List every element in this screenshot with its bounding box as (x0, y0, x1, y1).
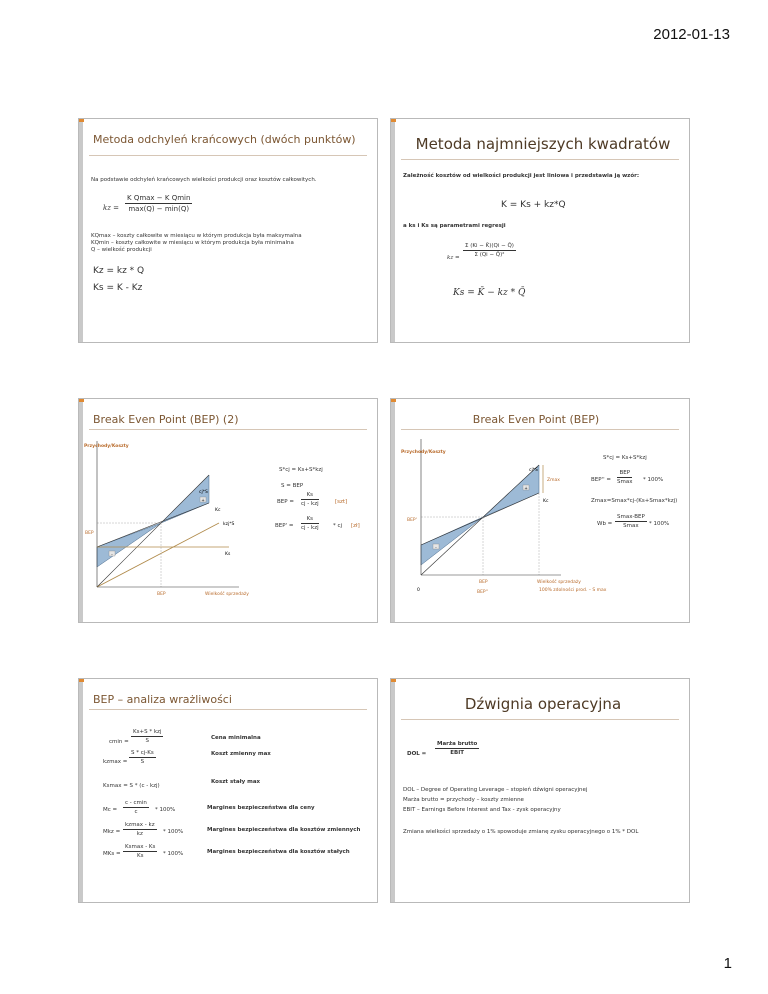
s-equals-bep: S = BEP (281, 483, 304, 489)
bep-denominator: cj - kzj (301, 501, 319, 507)
kzmax-lhs: kzmax = (103, 759, 128, 765)
cmin-formula (131, 729, 163, 744)
formula-denominator: max(Q) − min(Q) (128, 205, 190, 213)
mkz-mult: * 100% (163, 829, 184, 835)
slide-title: Dźwignia operacyjna (464, 695, 622, 713)
y-axis-label: Przychody/Koszty (84, 444, 129, 449)
dol-note: Zmiana wielkości sprzedaży o 1% spowoduje zmianę zysku operacyjnego o 1% * DOL (403, 829, 639, 835)
kzmax-denominator: S (140, 759, 145, 765)
kzmax-description: Koszt zmienny max (211, 751, 271, 757)
mks-lhs: MKs = (103, 851, 121, 857)
kz-denominator: Σ (Qi − Q̄)² (474, 252, 505, 258)
page-date: 2012-01-13 (653, 26, 730, 43)
dol-numerator: Marża brutto (437, 741, 478, 747)
wb-denominator: Smax (623, 523, 639, 529)
bep-pct-numerator: BEP (617, 470, 632, 478)
revenue-line (421, 465, 539, 575)
bep-lhs: BEP = (277, 499, 294, 505)
slide-accent-bar (391, 679, 395, 902)
bep-x-label: BEP (479, 580, 488, 585)
mkz-formula (123, 822, 157, 837)
total-cost-line (97, 503, 209, 547)
ks-equation: Ks = K̄ − kz * Q̄ (453, 288, 526, 298)
plus-sign: + (201, 497, 205, 503)
bep-unit: [szt] (335, 499, 348, 505)
page-number: 1 (723, 955, 732, 972)
bep-pct-denominator: Smax (617, 479, 633, 485)
revenue-line (97, 475, 209, 587)
slide-title: Break Even Point (BEP) (2) (93, 413, 239, 426)
bep-chart (391, 399, 690, 623)
bep-y-label: BEP' (407, 518, 417, 523)
mkz-denominator: kz (136, 831, 143, 837)
definition-q: Q – wielkość produkcji (91, 247, 152, 253)
mks-numerator: Ksmax - Ks (125, 844, 156, 850)
capacity-label: 100% zdolności prod. – S max (539, 588, 607, 593)
mc-formula (123, 800, 149, 815)
minus-sign: - (111, 551, 113, 557)
mkz-numerator: kzmax - kz (125, 822, 155, 828)
slide-title: Metoda odchyleń krańcowych (dwóch punktów) (93, 133, 356, 146)
title-separator (89, 155, 367, 156)
mc-description: Margines bezpieczeństwa dla ceny (207, 805, 315, 811)
bep-prime-formula (301, 516, 319, 531)
minus-sign: - (435, 544, 437, 550)
title-separator (401, 159, 679, 160)
slide-5 (78, 678, 378, 903)
regression-params: a ks i Ks są parametrami regresji (403, 223, 506, 229)
x-axis-label: Wielkość sprzedaży (537, 580, 581, 585)
kz-formula (463, 243, 516, 258)
slide-title: Break Even Point (BEP) (472, 413, 600, 426)
title-separator (401, 719, 679, 720)
total-cost-line (421, 493, 539, 545)
variable-cost-line (97, 523, 219, 587)
mkz-description: Margines bezpieczeństwa dla kosztów zmiennych (207, 827, 361, 833)
ksmax-description: Koszt stały max (211, 779, 261, 785)
mc-denominator: c (134, 809, 138, 815)
dol-definition: DOL – Degree of Operating Leverage – stopień dźwigni operacyjnej (403, 787, 588, 793)
bep-pct-lhs: BEP'' = (591, 477, 611, 483)
bep-prime-denominator: cj - kzj (301, 525, 319, 531)
slide-4 (390, 398, 690, 623)
wb-numerator: Smax-BEP (617, 514, 645, 520)
variable-cost-label: kzj*S (223, 522, 235, 527)
wb-formula (615, 514, 647, 529)
mc-lhs: Mc = (103, 807, 118, 813)
kz-lhs: kz = (447, 255, 460, 261)
intro-text: Na podstawie odchyleń krańcowych wielkości produkcji oraz kosztów całkowitych. (91, 177, 317, 183)
ebit-definition: EBIT – Earnings Before Interest and Tax - zysk operacyjny (403, 807, 561, 813)
slide-6 (390, 678, 690, 903)
dol-lhs: DOL = (407, 751, 427, 757)
cmin-numerator: Ks+S * kzj (133, 729, 162, 735)
mc-numerator: c - cmin (125, 800, 147, 806)
revenue-label: cj*S (529, 468, 538, 473)
slide-3 (78, 398, 378, 623)
fixed-cost-label: Ks (225, 552, 231, 557)
bep-prime-unit: [zł] (351, 523, 360, 529)
bep-x-label: BEP (157, 592, 166, 597)
plus-sign: + (524, 485, 528, 491)
x-axis-label: Wielkość sprzedaży (205, 592, 249, 597)
equation-kz: Kz = kz * Q (93, 266, 145, 276)
bep-pct-mult: * 100% (643, 477, 664, 483)
bep-chart (79, 399, 378, 623)
slide-accent-bar (79, 679, 83, 902)
slide-1 (78, 118, 378, 343)
bep-prime-numerator: Ks (301, 516, 319, 524)
mks-mult: * 100% (163, 851, 184, 857)
zmax-equation: Zmax=Smax*cj-(Ks+Smax*kzj) (591, 498, 678, 504)
slide-title: BEP – analiza wrażliwości (93, 693, 232, 706)
eq-top: S*cj = Ks+S*kzj (279, 467, 323, 473)
total-cost-label: Kc (543, 499, 549, 504)
cmin-denominator: S (145, 738, 149, 744)
y-axis-label: Przychody/Koszty (401, 450, 446, 455)
cmin-lhs: cmin = (109, 739, 129, 745)
intro-text: Zależność kosztów od wielkości produkcji jest liniowa i przedstawia ją wzór: (403, 173, 640, 179)
wb-lhs: Wb = (597, 521, 613, 527)
formula-numerator: K Qmax − K Qmin (127, 194, 191, 202)
slide-accent-bar (79, 119, 83, 342)
definition-kqmin: KQmin – koszty całkowite w miesiącu w którym produkcja była minimalna (91, 240, 294, 246)
total-cost-label: Kc (215, 508, 221, 513)
eq-top: S*cj = Ks+S*kzj (603, 455, 647, 461)
slide-accent-bar (391, 119, 395, 342)
equation-ks: Ks = K - Kz (93, 283, 143, 293)
bep-pct-formula (617, 470, 632, 485)
title-separator (89, 709, 367, 710)
origin-label: 0 (417, 588, 420, 593)
bep-prime-lhs: BEP' = (275, 523, 294, 529)
mkz-lhs: Mkz = (103, 829, 121, 835)
bep-y-label: BEP (85, 531, 94, 536)
slide-2 (390, 118, 690, 343)
loss-area (97, 523, 161, 567)
revenue-label: cj*S (199, 490, 208, 495)
cmin-description: Cena minimalna (211, 735, 261, 741)
bep-numerator: Ks (301, 492, 319, 500)
formula-lhs: kz = (103, 204, 120, 212)
dol-formula (435, 741, 479, 756)
bep-pp-label: BEP'' (477, 590, 489, 595)
mc-mult: * 100% (155, 807, 176, 813)
gross-margin-definition: Marża brutto = przychody – koszty zmienne (403, 797, 524, 803)
ksmax-formula: Ksmax = S * (c - kzj) (103, 783, 160, 789)
wb-mult: * 100% (649, 521, 670, 527)
formula-kz (125, 194, 192, 213)
mks-formula (123, 844, 157, 859)
mks-description: Margines bezpieczeństwa dla kosztów stałych (207, 849, 350, 855)
kz-numerator: Σ (Ki − K̄)(Qi − Q̄) (465, 243, 514, 249)
equation-main: K = Ks + kz*Q (501, 200, 566, 210)
kzmax-numerator: S * cj-Ks (131, 750, 154, 756)
zmax-label: Zmax (547, 478, 560, 483)
bep-prime-mult: * cj (333, 523, 343, 529)
mks-denominator: Ks (136, 853, 144, 859)
slide-title: Metoda najmniejszych kwadratów (415, 135, 671, 153)
dol-denominator: EBIT (450, 750, 465, 756)
bep-formula (301, 492, 319, 507)
kzmax-formula (129, 750, 156, 765)
definition-kqmax: KQmax – koszty całkowite w miesiącu w którym produkcja była maksymalna (91, 233, 302, 239)
